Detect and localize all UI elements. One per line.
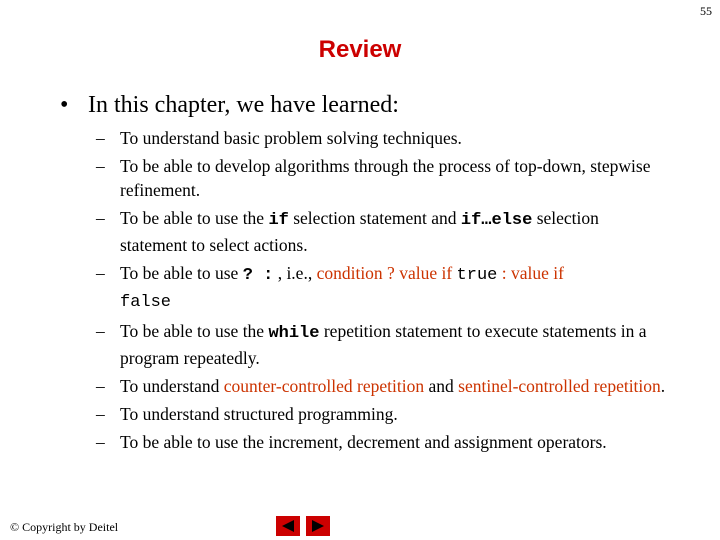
- code-false: false: [120, 293, 172, 312]
- page-number: 55: [700, 4, 712, 18]
- item-text: To be able to develop algorithms through the process of top-down, stepwise refinement.: [120, 156, 651, 200]
- item-text: .: [660, 376, 666, 396]
- item-text: To understand structured programming.: [120, 404, 398, 424]
- code-ternary-operator: ? :: [242, 266, 274, 285]
- dash-icon: –: [96, 263, 105, 283]
- code-while: while: [268, 324, 320, 343]
- value-text: : value if: [497, 263, 564, 283]
- code-if-else: if…else: [460, 211, 533, 230]
- item-text: To be able to use the: [120, 208, 269, 228]
- item-text: To be able to use: [120, 263, 243, 283]
- slide-navigation: [276, 516, 330, 536]
- item-text: repetition statement to execute statements in a program repeatedly.: [120, 321, 647, 368]
- item-text: , i.e.,: [273, 263, 317, 283]
- dash-icon: –: [96, 128, 105, 148]
- list-item: [96, 402, 666, 426]
- copyright-notice: © Copyright by Deitel: [10, 520, 119, 534]
- triangle-right-icon: [310, 519, 326, 533]
- dash-icon: –: [96, 321, 105, 341]
- counter-controlled-text: counter-controlled repetition: [223, 376, 425, 396]
- list-item: [96, 374, 666, 398]
- list-item: [96, 206, 666, 257]
- item-text: To understand: [120, 376, 224, 396]
- item-text: selection statement to select actions.: [120, 208, 599, 255]
- dash-icon: –: [96, 404, 105, 424]
- triangle-left-icon: [280, 519, 296, 533]
- code-true: true: [456, 266, 498, 285]
- main-bullet-text: In this chapter, we have learned:: [88, 92, 399, 118]
- condition-text: condition ? value if: [316, 263, 457, 283]
- item-text: and: [424, 376, 459, 396]
- list-item: [96, 154, 666, 202]
- dash-icon: –: [96, 376, 105, 396]
- bullet-icon: •: [60, 92, 69, 118]
- list-item: [96, 319, 666, 370]
- item-text: selection statement and: [288, 208, 461, 228]
- item-text: To be able to use the increment, decrement and assignment operators.: [120, 432, 607, 452]
- item-text: To understand basic problem solving techniques.: [120, 128, 462, 148]
- sub-bullet-list: [96, 126, 666, 458]
- dash-icon: –: [96, 156, 105, 176]
- item-text: To be able to use the: [120, 321, 269, 341]
- dash-icon: –: [96, 432, 105, 452]
- next-slide-button[interactable]: [306, 516, 330, 536]
- slide-title: Review: [318, 36, 402, 63]
- list-item: [96, 126, 666, 150]
- sentinel-controlled-text: sentinel-controlled repetition: [458, 376, 661, 396]
- list-item: [96, 261, 666, 315]
- code-if: if: [268, 211, 289, 230]
- list-item: [96, 430, 666, 454]
- previous-slide-button[interactable]: [276, 516, 300, 536]
- dash-icon: –: [96, 208, 105, 228]
- main-bullet: [60, 92, 399, 119]
